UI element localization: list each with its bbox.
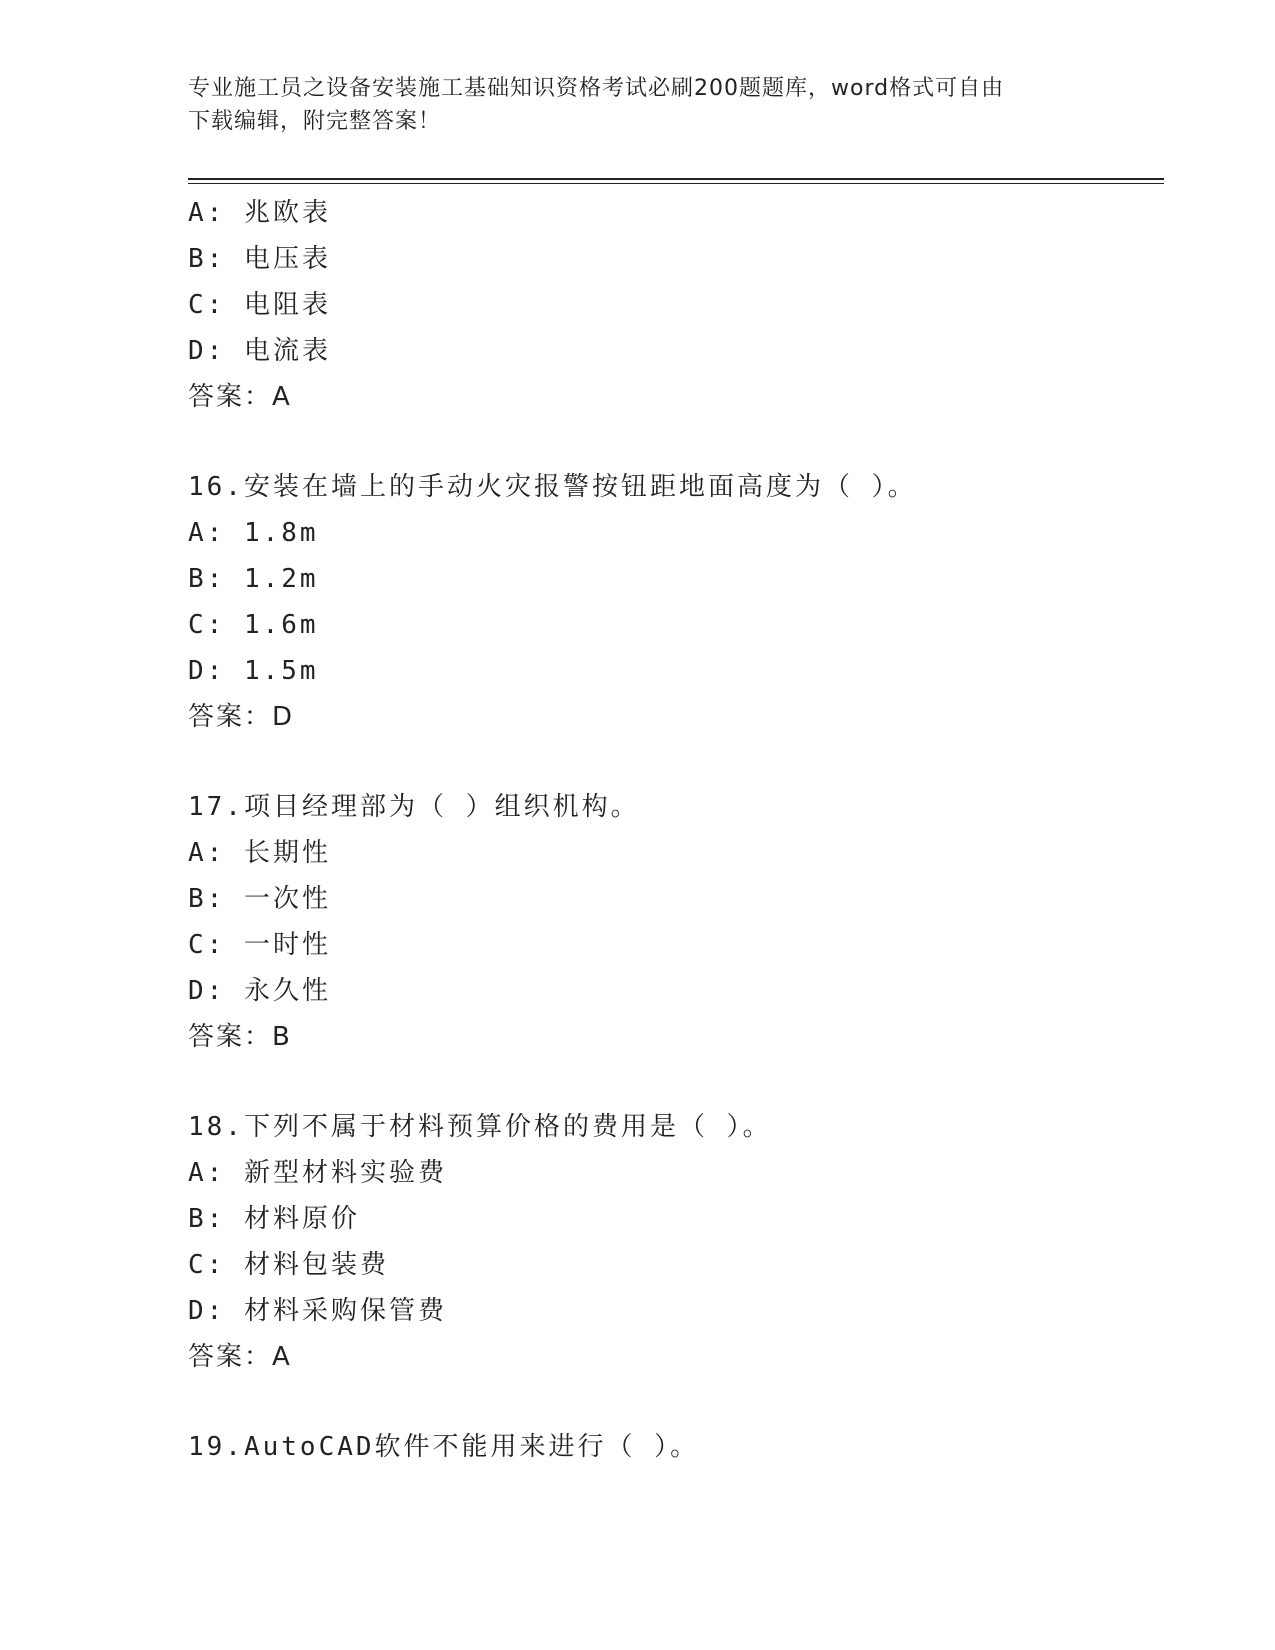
question-text: 18.下列不属于材料预算价格的费用是（ ）。	[188, 1112, 772, 1142]
question-text: 19.AutoCAD软件不能用来进行（ ）。	[188, 1432, 700, 1462]
question-block-16	[188, 464, 1168, 740]
question-list	[188, 190, 1168, 1470]
option-c: C: 材料包装费	[188, 1250, 389, 1280]
option-d: D: 永久性	[188, 976, 331, 1006]
option-b: B: 材料原价	[188, 1204, 360, 1234]
header-divider-thin	[188, 183, 1164, 184]
option-b: B: 一次性	[188, 884, 331, 914]
option-c: C: 一时性	[188, 930, 331, 960]
option-c: C: 电阻表	[188, 290, 331, 320]
option-a: A: 新型材料实验费	[188, 1158, 447, 1188]
header-line-2: 下载编辑，附完整答案！	[188, 109, 442, 134]
option-a: A: 兆欧表	[188, 198, 331, 228]
document-header	[188, 72, 1088, 138]
question-block-19	[188, 1424, 1168, 1470]
answer-line: 答案：D	[188, 702, 295, 732]
question-block-18	[188, 1104, 1168, 1380]
header-divider-thick	[188, 178, 1164, 180]
option-d: D: 电流表	[188, 336, 331, 366]
header-line-1: 专业施工员之设备安装施工基础知识资格考试必刷200题题库，word格式可自由	[188, 76, 1005, 101]
question-text: 16.安装在墙上的手动火灾报警按钮距地面高度为（ ）。	[188, 472, 917, 502]
answer-line: 答案：A	[188, 1342, 292, 1372]
option-d: D: 1.5m	[188, 656, 319, 686]
option-b: B: 电压表	[188, 244, 331, 274]
option-c: C: 1.6m	[188, 610, 319, 640]
answer-line: 答案：A	[188, 382, 292, 412]
option-a: A: 1.8m	[188, 518, 319, 548]
question-block-15	[188, 190, 1168, 420]
question-block-17	[188, 784, 1168, 1060]
question-text: 17.项目经理部为（ ）组织机构。	[188, 792, 640, 822]
option-d: D: 材料采购保管费	[188, 1296, 447, 1326]
option-b: B: 1.2m	[188, 564, 319, 594]
answer-line: 答案：B	[188, 1022, 292, 1052]
option-a: A: 长期性	[188, 838, 331, 868]
